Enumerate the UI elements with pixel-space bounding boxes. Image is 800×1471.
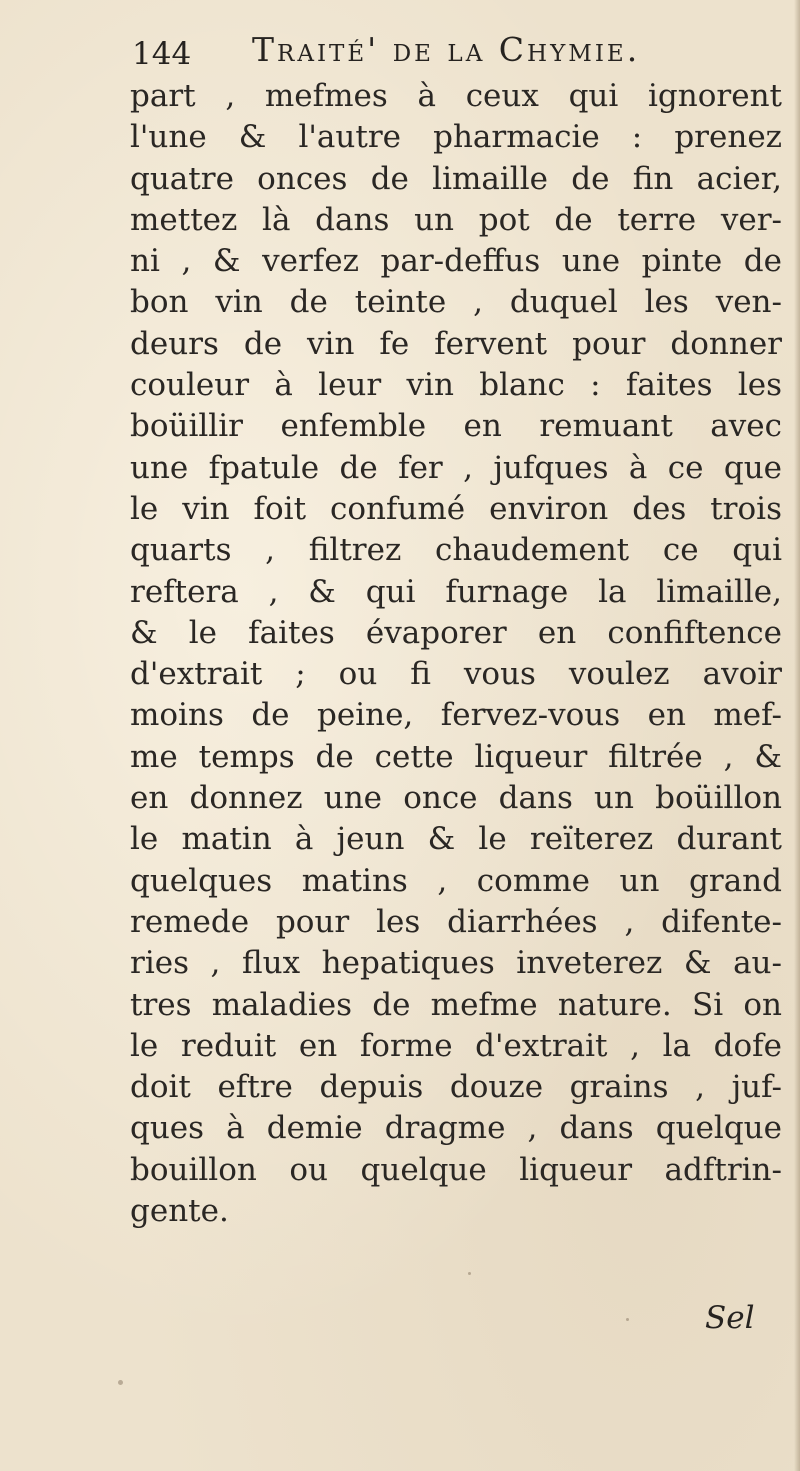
text-line-13: reftera , & qui furnage la limaille, <box>130 573 782 610</box>
text-line-8: couleur à leur vin blanc : faites les <box>130 367 782 404</box>
text-line-28: gente. <box>130 1193 229 1230</box>
text-line-22: ries , flux hepatiques inveterez & au- <box>130 945 782 982</box>
text-line-14: & le faites évaporer en confiftence <box>130 614 782 651</box>
text-line-20: quelques matins , comme un grand <box>130 862 782 899</box>
text-line-27: bouillon ou quelque liqueur adftrin- <box>130 1151 782 1188</box>
text-line-26: ques à demie dragme , dans quelque <box>130 1110 782 1147</box>
text-line-24: le reduit en forme d'extrait , la dofe <box>130 1027 782 1064</box>
text-line-12: quarts , filtrez chaudement ce qui <box>130 532 782 569</box>
text-line-15: d'extrait ; ou fi vous voulez avoir <box>130 656 782 693</box>
text-line-21: remede pour les diarrhées , difente- <box>130 903 782 940</box>
text-line-6: bon vin de teinte , duquel les ven- <box>130 284 782 321</box>
text-line-3: quatre onces de limaille de fin acier, <box>130 160 782 197</box>
text-line-18: en donnez une once dans un boüillon <box>130 780 782 817</box>
text-line-5: ni , & verfez par-deffus une pinte de <box>130 243 782 280</box>
text-line-7: deurs de vin fe fervent pour donner <box>130 325 782 362</box>
catchword: Sel <box>705 1300 755 1336</box>
text-line-1: part , mefmes à ceux qui ignorent <box>130 78 782 114</box>
body-text <box>130 76 782 1232</box>
paper-speck <box>626 1318 629 1321</box>
paper-speck <box>468 1272 471 1275</box>
text-line-19: le matin à jeun & le reïterez durant <box>130 821 782 858</box>
text-line-4: mettez là dans un pot de terre ver- <box>130 201 782 238</box>
text-line-10: une fpatule de fer , jufques à ce que <box>130 449 782 486</box>
running-title: Traité' de la Chymie. <box>252 30 641 69</box>
text-line-9: boüillir enfemble en remuant avec <box>130 408 782 445</box>
text-line-2: l'une & l'autre pharmacie : prenez <box>130 119 782 156</box>
text-line-16: moins de peine, fervez-vous en mef- <box>130 697 782 734</box>
page-number: 144 <box>132 36 192 72</box>
text-line-25: doit eftre depuis douze grains , juf- <box>130 1069 782 1106</box>
text-line-23: tres maladies de mefme nature. Si on <box>130 986 782 1023</box>
paper-speck <box>118 1380 123 1385</box>
text-line-17: me temps de cette liqueur filtrée , & <box>130 738 782 775</box>
text-line-11: le vin foit confumé environ des trois <box>130 490 782 527</box>
